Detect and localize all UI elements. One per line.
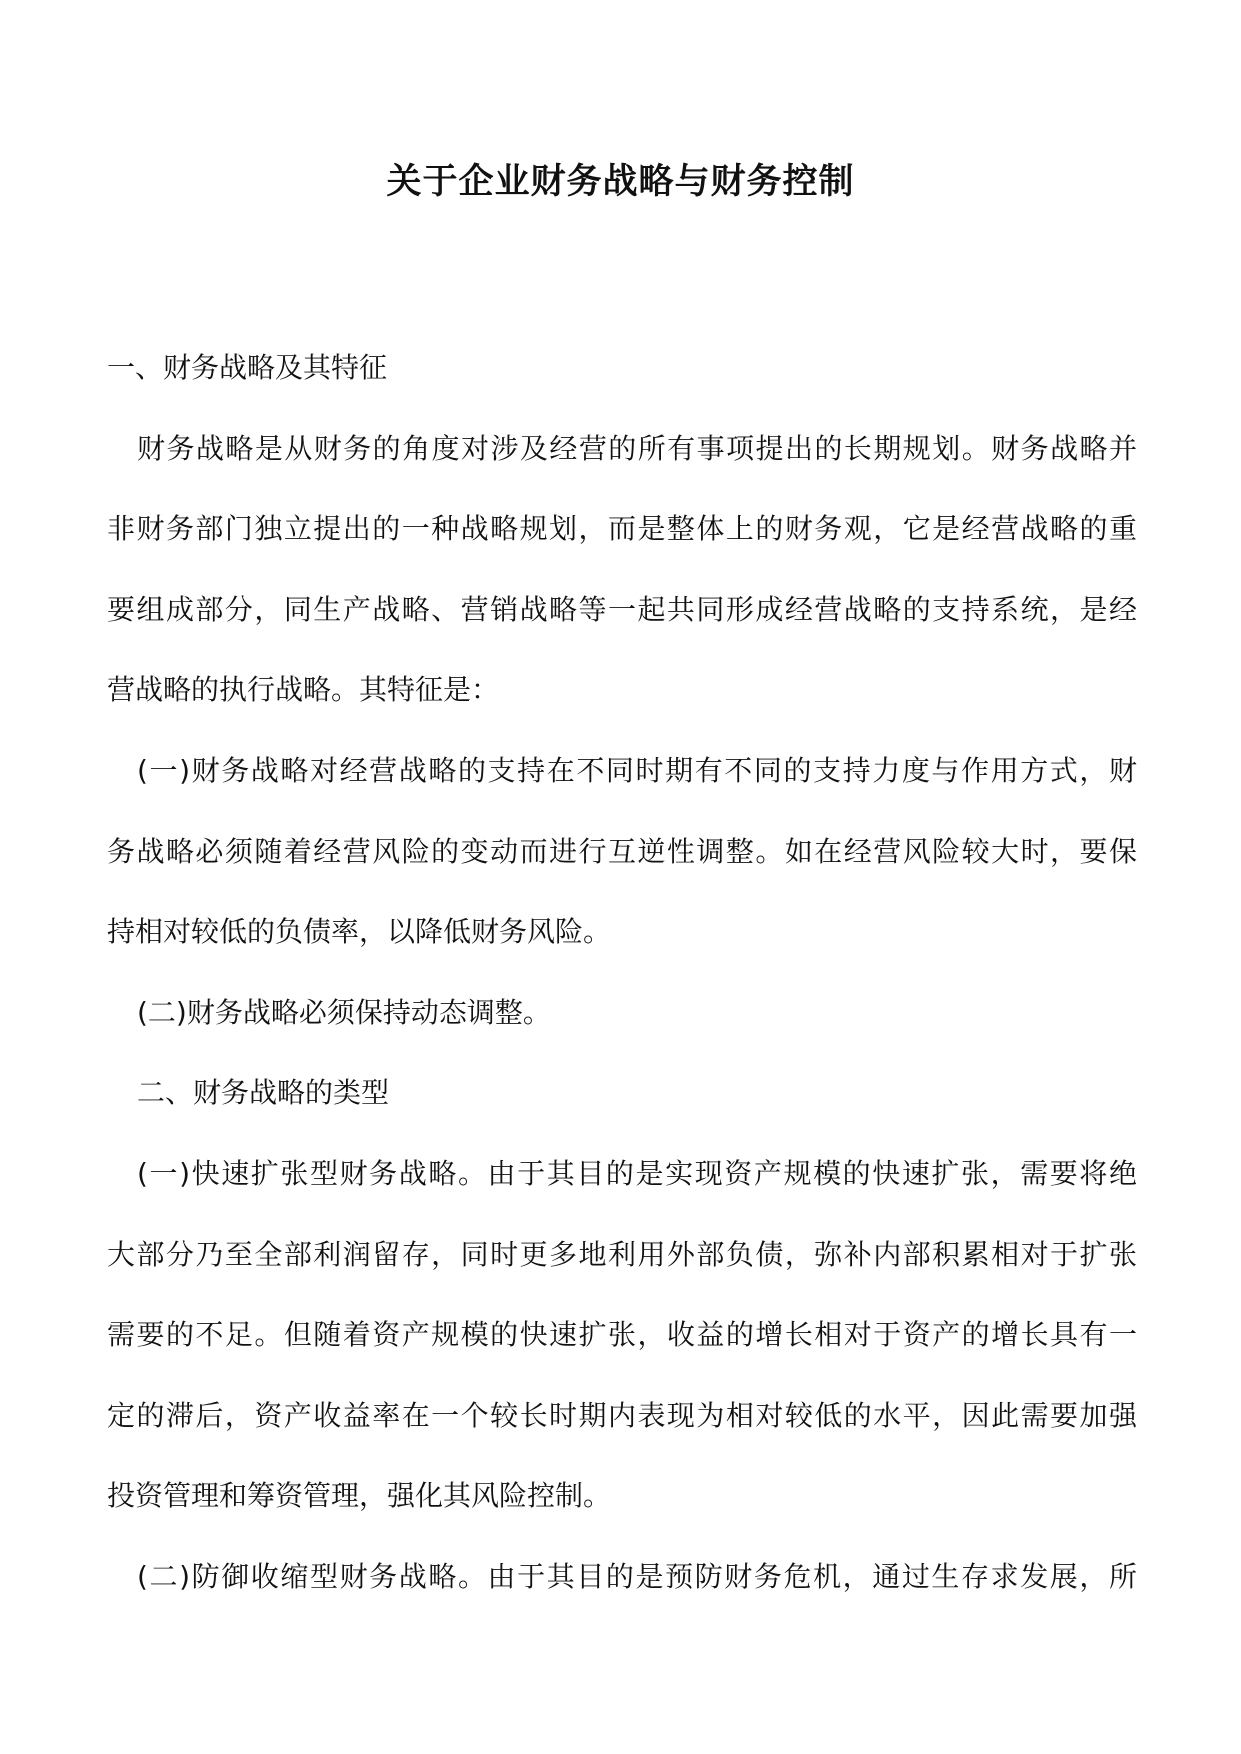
section-heading-1: 一、财务战略及其特征 [107, 351, 388, 384]
paragraph-line: 需要的不足。但随着资产规模的快速扩张，收益的增长相对于资产的增长具有一 [107, 1318, 1137, 1351]
paragraph-line: 非财务部门独立提出的一种战略规划，而是整体上的财务观，它是经营战略的重 [107, 512, 1137, 545]
paragraph-line: 务战略必须随着经营风险的变动而进行互逆性调整。如在经营风险较大时，要保 [107, 835, 1137, 868]
paragraph-line: (一)财务战略对经营战略的支持在不同时期有不同的支持力度与作用方式，财 [137, 754, 1137, 787]
paragraph-line: 营战略的执行战略。其特征是： [107, 673, 500, 706]
paragraph-line: 大部分乃至全部利润留存，同时更多地利用外部负债，弥补内部积累相对于扩张 [107, 1238, 1137, 1271]
section-heading-2: 二、财务战略的类型 [137, 1076, 390, 1109]
paragraph-line: 持相对较低的负债率，以降低财务风险。 [107, 915, 612, 948]
paragraph-line: (二)防御收缩型财务战略。由于其目的是预防财务危机，通过生存求发展，所 [137, 1560, 1137, 1593]
paragraph-line: 财务战略是从财务的角度对涉及经营的所有事项提出的长期规划。财务战略并 [137, 432, 1137, 465]
document-title: 关于企业财务战略与财务控制 [386, 162, 855, 202]
paragraph-line: (二)财务战略必须保持动态调整。 [137, 996, 551, 1029]
paragraph-line: (一)快速扩张型财务战略。由于其目的是实现资产规模的快速扩张，需要将绝 [137, 1157, 1137, 1190]
paragraph-line: 要组成部分，同生产战略、营销战略等一起共同形成经营战略的支持系统，是经 [107, 593, 1137, 626]
paragraph-line: 投资管理和筹资管理，强化其风险控制。 [107, 1479, 612, 1512]
paragraph-line: 定的滞后，资产收益率在一个较长时期内表现为相对较低的水平，因此需要加强 [107, 1399, 1137, 1432]
